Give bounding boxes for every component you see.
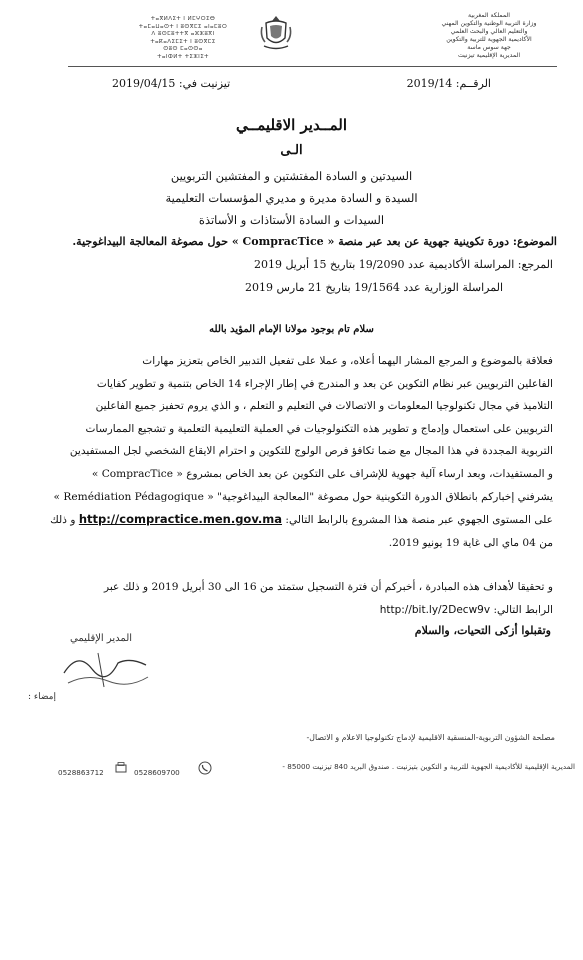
to-label: الـى — [280, 143, 303, 158]
phone-icon — [198, 761, 212, 775]
signature-title: المدير الإقليمي — [70, 633, 133, 644]
header-tifinagh-line: ⵜⴰⴳⵍⴷⵉⵜ ⵏ ⵍⵎⵖⵔⵉⴱ — [150, 16, 216, 22]
body-line: الفاعلين التربويين عبر نظام التكوين عن بعد و المندرج في إطار الإجراء 14 الخاص بتنمية و تطوير كفايات — [96, 377, 553, 390]
recipient-line: السيدتين و السادة المفتشتين و المفتشين التربويين — [170, 169, 413, 183]
platform-link[interactable]: http://compractice.men.gov.ma — [78, 512, 283, 527]
header-arabic-line: المديرية الإقليمية تيزنيت — [457, 52, 521, 59]
body-line-with-link — [28, 599, 553, 622]
body-line: و تحقيقا لأهداف هذه المبادرة ، أخبركم أن فترة التسجيل ستمتد من 16 الى 30 أبريل 2019 و ذلك عبر — [104, 581, 553, 593]
header-arabic-line: وزارة التربية الوطنية والتكوين المهني — [441, 20, 537, 27]
body-line: من 04 ماي الى غاية 19 يونيو 2019. — [388, 536, 553, 549]
reference-line: المرجع: المراسلة الأكاديمية عدد 19/2090 بتاريخ 15 أبريل 2019 — [253, 258, 553, 271]
registration-paragraph — [28, 576, 553, 621]
header-tifinagh-line: ⵜⴰⴽⴰⴷⵉⵎⵉⵜ ⵏ ⵓⵙⴳⵎⵉ — [150, 38, 216, 45]
header-arabic-line: والتعليم العالي والبحث العلمي — [450, 28, 528, 35]
fax-icon — [114, 761, 128, 775]
reference-date: تيزنيت في: 2019/04/15 — [112, 77, 231, 90]
body-line: التربويين على استعمال وإدماج و تطوير هذه التكنولوجيات في العملية التعليمية التعلمية و تشجيع الممارسات — [85, 422, 553, 435]
reference-number: الرقــم: 2019/14 — [406, 77, 491, 90]
body-paragraph — [28, 350, 553, 554]
moroccan-coat-of-arms-icon — [258, 14, 294, 52]
signature-stroke-icon — [58, 643, 154, 693]
signature-label: إمضاء : — [28, 692, 56, 702]
footer-address: المديرية الإقليمية للأكاديمية الجهوية للتربية و التكوين بتيزنيت . صندوق البريد 840 تيزنيت 85000 - — [282, 762, 575, 771]
body-line: التلاميذ في مجال تكنولوجيا المعلومات و الاتصالات في التعليم و التعلم ، و الذي يروم تحفيز جميع الفاعلين — [95, 400, 553, 413]
body-line: يشرفني إخباركم بانطلاق الدورة التكوينية حول مصوغة "المعالجة البيداغوجية" « Remédiation Pédagogique » — [53, 490, 553, 503]
footer-department: مصلحة الشؤون التربوية-المنسقية الاقليمية لإدماج تكنولوجيا الاعلام و الاتصال- — [306, 733, 555, 742]
registration-link[interactable]: http://bit.ly/2Decw9v — [379, 603, 491, 616]
header-arabic-line: الأكاديمية الجهوية للتربية والتكوين — [446, 36, 532, 43]
header-tifinagh-line: ⵜⴰⵎⴰⵡⴰⵙⵜ ⵏ ⵓⵙⴳⵎⵉ ⴰⵏⴰⵎⵓⵔ — [138, 23, 228, 30]
header-tifinagh-line: ⵜⴰⵏⵀⵍⵜ ⵜⵉⵣⵏⵉⵜ — [157, 53, 209, 60]
header-tifinagh-block — [108, 16, 258, 61]
header-divider — [68, 66, 557, 67]
subject-line: الموضوع: دورة تكوينية جهوية عن بعد عبر منصة « CompracTice » حول مصوغة المعالجة البيداغوجية. — [72, 235, 557, 248]
reference-line: المراسلة الوزارية عدد 19/1564 بتاريخ 21 مارس 2019 — [245, 281, 503, 294]
salutation: سلام تام بوجود مولانا الإمام المؤيد بالله — [209, 324, 374, 335]
header-tifinagh-line: ⴷ ⵓⵙⵎⵓⵜⵜⴳ ⴰⵣⵣⵓⴳⵏ — [151, 31, 215, 37]
body-line-suffix: و ذلك — [50, 514, 76, 527]
footer-fax: 0528863712 — [58, 768, 104, 777]
reference-row — [112, 77, 491, 93]
body-line-with-link — [28, 508, 553, 532]
body-line: فعلاقة بالموضوع و المرجع المشار اليهما أعلاه، و عملا على تفعيل التدبير الخاص بتعزيز مهارات — [142, 355, 553, 367]
closing-line: وتقبلوا أزكى التحيات، والسلام — [414, 624, 551, 637]
footer-contact — [10, 759, 575, 777]
footer-phone: 0528609700 — [134, 768, 180, 777]
body-line: التربوية المجددة في هذا المجال مع ضما تكافؤ فرص الولوج للتكوين و احترام الايقاع الشخصي لجل المستفيدين — [69, 445, 553, 458]
header-arabic-line: المملكة المغربية — [468, 12, 510, 19]
recipient-line: السيدات و السادة الأستاذات و الأساتذة — [198, 213, 385, 227]
header-arabic-line: جهة سوس ماسة — [467, 44, 511, 51]
body-line: و المستفيدات، وبعد ارساء آلية جهوية للإشراف على التكوين عن بعد الخاص بمشروع « CompracTice » — [91, 467, 553, 480]
body-line-text: الرابط التالي: — [493, 603, 553, 616]
body-line-text: على المستوى الجهوي عبر منصة هذا المشروع بالرابط التالي: — [285, 514, 553, 527]
header-tifinagh-line: ⵙⵓⵙ ⵎⴰⵙⵙⴰ — [163, 46, 203, 52]
sender-title: المــدير الاقليمــي — [235, 116, 348, 134]
recipient-line: السيدة و السادة مديرة و مديري المؤسسات التعليمية — [165, 191, 418, 205]
header-arabic-block — [419, 12, 559, 60]
